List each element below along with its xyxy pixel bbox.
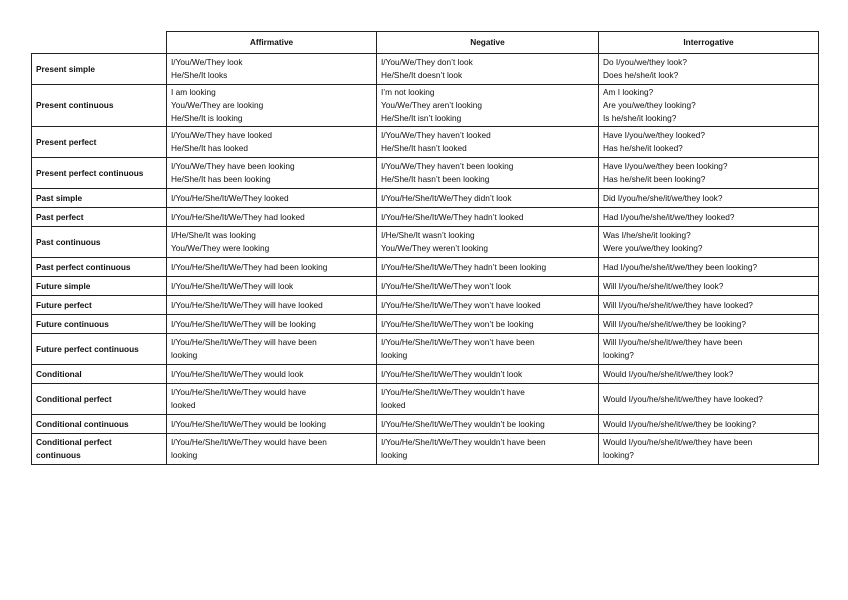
tense-table-container bbox=[31, 31, 819, 465]
negative-cell bbox=[377, 158, 599, 189]
interrogative-cell bbox=[599, 227, 819, 258]
interrogative-form-line: Are you/we/they looking? bbox=[603, 100, 696, 110]
negative-form-line: looking bbox=[381, 350, 408, 360]
affirmative-form-line: I/You/He/She/It/We/They will look bbox=[171, 280, 294, 291]
interrogative-form-line: Does he/she/it look? bbox=[603, 70, 679, 80]
negative-form-line: I/You/He/She/It/We/They wouldn’t look bbox=[381, 368, 523, 379]
negative-cell bbox=[377, 277, 599, 296]
tense-name-cell: Present simple bbox=[32, 54, 167, 85]
affirmative-form-line: You/We/They are looking bbox=[171, 100, 264, 110]
affirmative-cell bbox=[167, 158, 377, 189]
table-row bbox=[32, 315, 819, 334]
affirmative-cell bbox=[167, 315, 377, 334]
negative-form-line: You/We/They aren’t looking bbox=[381, 100, 483, 110]
negative-cell bbox=[377, 189, 599, 208]
table-row bbox=[32, 365, 819, 384]
table-row bbox=[32, 127, 819, 158]
tense-name-cell: Past continuous bbox=[32, 227, 167, 258]
interrogative-form-line: Had I/you/he/she/it/we/they looked? bbox=[603, 211, 735, 222]
affirmative-form-line: I/You/We/They look bbox=[171, 57, 243, 67]
tense-name-cell: Future continuous bbox=[32, 315, 167, 334]
affirmative-form-line: He/She/It is looking bbox=[171, 113, 243, 123]
affirmative-form-line: looked bbox=[171, 400, 196, 410]
negative-cell bbox=[377, 296, 599, 315]
tense-conjugation-table bbox=[31, 31, 819, 465]
interrogative-form-line: Will I/you/he/she/it/we/they look? bbox=[603, 280, 724, 291]
negative-cell bbox=[377, 227, 599, 258]
tense-name-cell: Conditional continuous bbox=[32, 415, 167, 434]
table-row bbox=[32, 158, 819, 189]
affirmative-cell bbox=[167, 85, 377, 127]
interrogative-form-line: Would I/you/he/she/it/we/they look? bbox=[603, 368, 734, 379]
table-row bbox=[32, 415, 819, 434]
negative-form-line: He/She/It isn’t looking bbox=[381, 113, 462, 123]
tense-name-cell: Past simple bbox=[32, 189, 167, 208]
negative-form-line: I/You/He/She/It/We/They wouldn’t be looking bbox=[381, 418, 545, 429]
negative-cell bbox=[377, 384, 599, 415]
affirmative-cell bbox=[167, 227, 377, 258]
interrogative-form-line: Has he/she/it been looking? bbox=[603, 174, 706, 184]
negative-form-line: I/He/She/It wasn’t looking bbox=[381, 230, 475, 240]
affirmative-cell bbox=[167, 365, 377, 384]
header-interrogative: Interrogative bbox=[599, 32, 819, 54]
affirmative-form-line: You/We/They were looking bbox=[171, 243, 270, 253]
affirmative-form-line: I/You/He/She/It/We/They would have bbox=[171, 387, 307, 397]
negative-form-line: I/You/We/They don’t look bbox=[381, 57, 473, 67]
negative-form-line: I/You/He/She/It/We/They didn’t look bbox=[381, 192, 512, 203]
interrogative-form-line: Would I/you/he/she/it/we/they have looked? bbox=[603, 393, 763, 404]
affirmative-cell bbox=[167, 415, 377, 434]
interrogative-cell bbox=[599, 434, 819, 465]
interrogative-form-line: Would I/you/he/she/it/we/they be looking? bbox=[603, 418, 756, 429]
interrogative-cell bbox=[599, 54, 819, 85]
negative-form-line: I/You/He/She/It/We/They won’t have looked bbox=[381, 299, 541, 310]
interrogative-form-line: Did I/you/he/she/it/we/they look? bbox=[603, 192, 723, 203]
table-body bbox=[32, 54, 819, 465]
affirmative-form-line: looking bbox=[171, 450, 198, 460]
table-row bbox=[32, 189, 819, 208]
tense-name-cell: Present perfect bbox=[32, 127, 167, 158]
negative-form-line: I/You/He/She/It/We/They hadn’t looked bbox=[381, 211, 524, 222]
negative-form-line: He/She/It doesn’t look bbox=[381, 70, 463, 80]
affirmative-form-line: I/You/He/She/It/We/They had looked bbox=[171, 211, 305, 222]
negative-form-line: He/She/It hasn’t been looking bbox=[381, 174, 490, 184]
interrogative-form-line: Was I/he/she/it looking? bbox=[603, 230, 691, 240]
negative-form-line: I/You/We/They haven’t been looking bbox=[381, 161, 514, 171]
affirmative-form-line: I/You/He/She/It/We/They would be looking bbox=[171, 418, 326, 429]
tense-name-cell: Past perfect bbox=[32, 208, 167, 227]
interrogative-form-line: Will I/you/he/she/it/we/they have been bbox=[603, 337, 743, 347]
interrogative-form-line: Has he/she/it looked? bbox=[603, 143, 683, 153]
affirmative-form-line: I/You/He/She/It/We/They will have been bbox=[171, 337, 317, 347]
table-header bbox=[32, 32, 819, 54]
negative-form-line: I/You/He/She/It/We/They wouldn’t have been bbox=[381, 437, 546, 447]
table-row bbox=[32, 334, 819, 365]
affirmative-form-line: I/You/We/They have been looking bbox=[171, 161, 295, 171]
interrogative-form-line: Were you/we/they looking? bbox=[603, 243, 703, 253]
tense-name-cell: Conditional perfect bbox=[32, 384, 167, 415]
tense-name-cell: Future perfect continuous bbox=[32, 334, 167, 365]
negative-form-line: looked bbox=[381, 400, 406, 410]
interrogative-form-line: Have I/you/we/they looked? bbox=[603, 130, 705, 140]
negative-cell bbox=[377, 85, 599, 127]
affirmative-form-line: I am looking bbox=[171, 87, 216, 97]
interrogative-cell bbox=[599, 415, 819, 434]
negative-cell bbox=[377, 54, 599, 85]
table-row bbox=[32, 54, 819, 85]
tense-name-cell: Future perfect bbox=[32, 296, 167, 315]
affirmative-form-line: I/You/He/She/It/We/They had been looking bbox=[171, 261, 328, 272]
interrogative-form-line: Would I/you/he/she/it/we/they have been bbox=[603, 437, 753, 447]
affirmative-form-line: I/He/She/It was looking bbox=[171, 230, 256, 240]
tense-name-cell: Present perfect continuous bbox=[32, 158, 167, 189]
interrogative-cell bbox=[599, 365, 819, 384]
table-row bbox=[32, 434, 819, 465]
affirmative-form-line: I/You/He/She/It/We/They will be looking bbox=[171, 318, 316, 329]
tense-name-line: continuous bbox=[36, 450, 81, 460]
affirmative-form-line: I/You/He/She/It/We/They would look bbox=[171, 368, 304, 379]
tense-name-cell bbox=[32, 434, 167, 465]
affirmative-cell bbox=[167, 434, 377, 465]
affirmative-cell bbox=[167, 334, 377, 365]
negative-cell bbox=[377, 258, 599, 277]
affirmative-form-line: I/You/He/She/It/We/They looked bbox=[171, 192, 289, 203]
affirmative-form-line: He/She/It has been looking bbox=[171, 174, 271, 184]
negative-form-line: I/You/He/She/It/We/They won’t have been bbox=[381, 337, 535, 347]
interrogative-form-line: Have I/you/we/they been looking? bbox=[603, 161, 728, 171]
interrogative-form-line: Had I/you/he/she/it/we/they been looking? bbox=[603, 261, 758, 272]
affirmative-cell bbox=[167, 277, 377, 296]
affirmative-cell bbox=[167, 384, 377, 415]
affirmative-form-line: I/You/He/She/It/We/They will have looked bbox=[171, 299, 323, 310]
header-negative: Negative bbox=[377, 32, 599, 54]
interrogative-cell bbox=[599, 258, 819, 277]
negative-form-line: I/You/He/She/It/We/They won’t be looking bbox=[381, 318, 534, 329]
affirmative-form-line: He/She/It looks bbox=[171, 70, 228, 80]
interrogative-form-line: Will I/you/he/she/it/we/they be looking? bbox=[603, 318, 746, 329]
interrogative-cell bbox=[599, 334, 819, 365]
table-row bbox=[32, 227, 819, 258]
negative-form-line: I/You/He/She/It/We/They wouldn’t have bbox=[381, 387, 525, 397]
negative-form-line: I’m not looking bbox=[381, 87, 435, 97]
affirmative-cell bbox=[167, 258, 377, 277]
interrogative-cell bbox=[599, 208, 819, 227]
affirmative-form-line: I/You/We/They have looked bbox=[171, 130, 273, 140]
negative-form-line: You/We/They weren’t looking bbox=[381, 243, 489, 253]
interrogative-cell bbox=[599, 158, 819, 189]
tense-name-cell: Conditional bbox=[32, 365, 167, 384]
interrogative-form-line: looking? bbox=[603, 350, 634, 360]
table-row bbox=[32, 258, 819, 277]
interrogative-form-line: Will I/you/he/she/it/we/they have looked? bbox=[603, 299, 753, 310]
interrogative-cell bbox=[599, 127, 819, 158]
tense-name-cell: Past perfect continuous bbox=[32, 258, 167, 277]
table-row bbox=[32, 277, 819, 296]
table-row bbox=[32, 208, 819, 227]
table-row bbox=[32, 296, 819, 315]
affirmative-cell bbox=[167, 54, 377, 85]
interrogative-cell bbox=[599, 189, 819, 208]
interrogative-form-line: Do I/you/we/they look? bbox=[603, 57, 687, 67]
negative-cell bbox=[377, 434, 599, 465]
negative-form-line: He/She/It hasn’t looked bbox=[381, 143, 467, 153]
negative-cell bbox=[377, 415, 599, 434]
interrogative-cell bbox=[599, 315, 819, 334]
interrogative-form-line: looking? bbox=[603, 450, 634, 460]
tense-name-line: Conditional perfect bbox=[36, 437, 112, 447]
interrogative-cell bbox=[599, 296, 819, 315]
interrogative-cell bbox=[599, 384, 819, 415]
affirmative-form-line: I/You/He/She/It/We/They would have been bbox=[171, 437, 327, 447]
interrogative-form-line: Is he/she/it looking? bbox=[603, 113, 677, 123]
affirmative-cell bbox=[167, 296, 377, 315]
table-row bbox=[32, 85, 819, 127]
negative-cell bbox=[377, 127, 599, 158]
tense-name-cell: Present continuous bbox=[32, 85, 167, 127]
negative-form-line: I/You/He/She/It/We/They hadn’t been looking bbox=[381, 261, 547, 272]
affirmative-cell bbox=[167, 208, 377, 227]
interrogative-form-line: Am I looking? bbox=[603, 87, 654, 97]
interrogative-cell bbox=[599, 277, 819, 296]
negative-form-line: looking bbox=[381, 450, 408, 460]
negative-form-line: I/You/He/She/It/We/They won’t look bbox=[381, 280, 512, 291]
negative-cell bbox=[377, 365, 599, 384]
negative-cell bbox=[377, 315, 599, 334]
negative-cell bbox=[377, 208, 599, 227]
interrogative-cell bbox=[599, 85, 819, 127]
affirmative-cell bbox=[167, 127, 377, 158]
tense-name-cell: Future simple bbox=[32, 277, 167, 296]
table-row bbox=[32, 384, 819, 415]
header-affirmative: Affirmative bbox=[167, 32, 377, 54]
affirmative-form-line: He/She/It has looked bbox=[171, 143, 249, 153]
negative-cell bbox=[377, 334, 599, 365]
affirmative-cell bbox=[167, 189, 377, 208]
affirmative-form-line: looking bbox=[171, 350, 198, 360]
header-row bbox=[32, 32, 819, 54]
header-blank-cell bbox=[32, 32, 167, 54]
negative-form-line: I/You/We/They haven’t looked bbox=[381, 130, 491, 140]
